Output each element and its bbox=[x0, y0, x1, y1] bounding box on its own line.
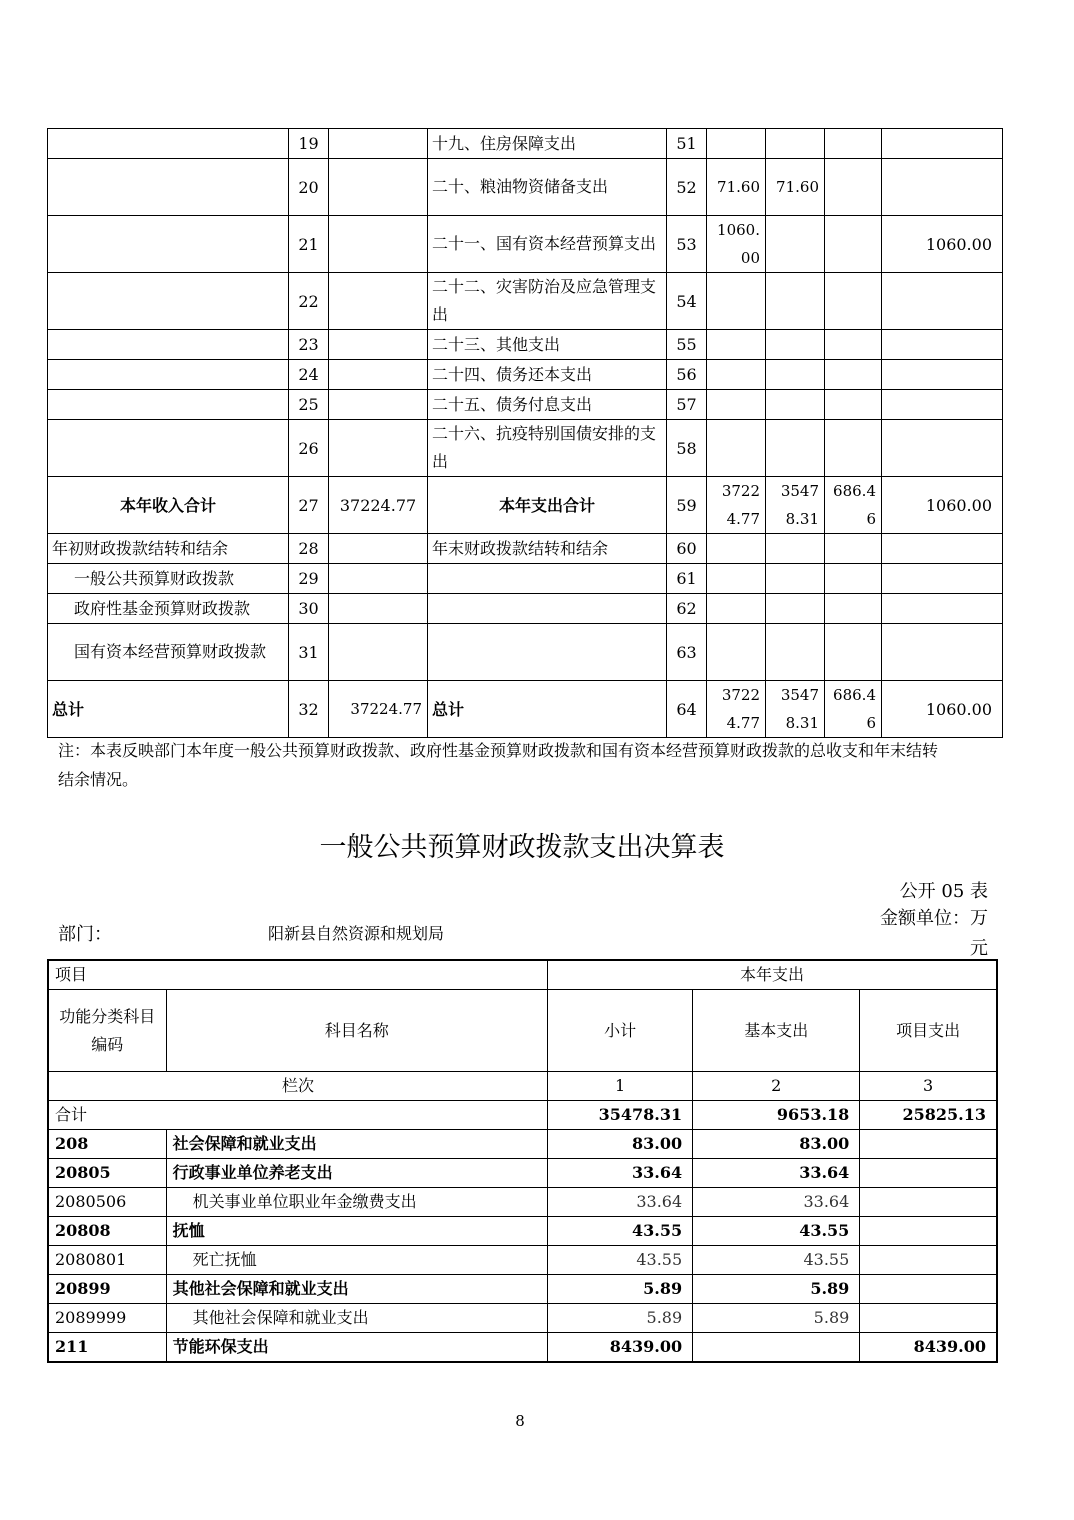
income-item: 一般公共预算财政拨款 bbox=[48, 564, 289, 594]
basic-expense: 43.55 bbox=[693, 1217, 860, 1246]
subtotal: 33.64 bbox=[548, 1159, 693, 1188]
expense-total bbox=[707, 420, 766, 477]
header-column-no: 栏次 bbox=[48, 1072, 548, 1101]
line-number: 22 bbox=[289, 273, 329, 330]
summary-row bbox=[48, 216, 1003, 273]
expense-line-number: 61 bbox=[667, 564, 707, 594]
summary-row bbox=[48, 273, 1003, 330]
subject-name: 机关事业单位职业年金缴费支出 bbox=[166, 1188, 547, 1217]
header-current-year: 本年支出 bbox=[548, 960, 998, 990]
header-row-1 bbox=[48, 960, 997, 990]
line-number: 31 bbox=[289, 624, 329, 681]
annual-total-row bbox=[48, 477, 1003, 534]
line-number: 28 bbox=[289, 534, 329, 564]
expense-line-number: 52 bbox=[667, 159, 707, 216]
income-item: 年初财政拨款结转和结余 bbox=[48, 534, 289, 564]
table-row bbox=[48, 1159, 997, 1188]
income-amount bbox=[329, 129, 428, 159]
summary-row bbox=[48, 390, 1003, 420]
expense-line-number: 51 bbox=[667, 129, 707, 159]
header-name: 科目名称 bbox=[166, 990, 547, 1072]
column-number-row bbox=[48, 1072, 997, 1101]
header-item: 项目支出 bbox=[860, 990, 997, 1072]
expense-amount bbox=[707, 564, 766, 594]
expense-fund: 686.46 bbox=[825, 477, 882, 534]
expense-item: 二十四、债务还本支出 bbox=[428, 360, 667, 390]
expense-general bbox=[766, 129, 825, 159]
summary-row bbox=[48, 330, 1003, 360]
income-item-cell bbox=[48, 273, 289, 330]
form-number: 公开 05 表 bbox=[899, 881, 988, 902]
line-number: 30 bbox=[289, 594, 329, 624]
expense-state-capital bbox=[882, 159, 1003, 216]
line-number: 20 bbox=[289, 159, 329, 216]
expense-general: 35478.31 bbox=[766, 681, 825, 738]
income-amount bbox=[329, 159, 428, 216]
income-amount bbox=[329, 360, 428, 390]
expense-line-number: 62 bbox=[667, 594, 707, 624]
expense-fund bbox=[825, 129, 882, 159]
subtotal: 83.00 bbox=[548, 1130, 693, 1159]
income-item-cell bbox=[48, 330, 289, 360]
expense-item: 二十、粮油物资储备支出 bbox=[428, 159, 667, 216]
expense-amount bbox=[707, 534, 766, 564]
income-item-cell bbox=[48, 420, 289, 477]
expense-amount bbox=[707, 624, 766, 681]
expense-line-number: 63 bbox=[667, 624, 707, 681]
header-code: 功能分类科目编码 bbox=[48, 990, 166, 1072]
expense-label: 本年支出合计 bbox=[428, 477, 667, 534]
income-amount: 37224.77 bbox=[329, 681, 428, 738]
expense-total bbox=[707, 129, 766, 159]
income-amount bbox=[329, 564, 428, 594]
expense-line-number: 58 bbox=[667, 420, 707, 477]
expense-amount bbox=[766, 564, 825, 594]
total-label: 合计 bbox=[48, 1101, 548, 1130]
expense-total bbox=[707, 273, 766, 330]
income-amount bbox=[329, 390, 428, 420]
expense-line-number: 57 bbox=[667, 390, 707, 420]
basic-expense: 83.00 bbox=[693, 1130, 860, 1159]
function-code: 211 bbox=[48, 1333, 166, 1363]
function-code: 2089999 bbox=[48, 1304, 166, 1333]
income-item-cell bbox=[48, 129, 289, 159]
expenditure-rows bbox=[48, 1130, 997, 1363]
expense-state-capital bbox=[882, 273, 1003, 330]
expense-state-capital: 1060.00 bbox=[882, 477, 1003, 534]
expense-fund bbox=[825, 360, 882, 390]
line-number: 32 bbox=[289, 681, 329, 738]
balance-row bbox=[48, 534, 1003, 564]
income-amount bbox=[329, 330, 428, 360]
income-item-cell bbox=[48, 216, 289, 273]
expense-general bbox=[766, 360, 825, 390]
expense-amount bbox=[766, 594, 825, 624]
expense-item: 年末财政拨款结转和结余 bbox=[428, 534, 667, 564]
header-basic: 基本支出 bbox=[693, 990, 860, 1072]
page-number: 8 bbox=[515, 1412, 525, 1430]
income-amount bbox=[329, 534, 428, 564]
income-amount: 37224.77 bbox=[329, 477, 428, 534]
total-subtotal: 35478.31 bbox=[548, 1101, 693, 1130]
basic-expense bbox=[693, 1333, 860, 1363]
page-title: 一般公共预算财政拨款支出决算表 bbox=[319, 832, 725, 863]
expense-state-capital bbox=[882, 330, 1003, 360]
table-row bbox=[48, 1304, 997, 1333]
income-item: 政府性基金预算财政拨款 bbox=[48, 594, 289, 624]
expense-total: 1060.00 bbox=[707, 216, 766, 273]
balance-row bbox=[48, 594, 1003, 624]
expense-item: 二十六、抗疫特别国债安排的支出 bbox=[428, 420, 667, 477]
expense-item bbox=[428, 594, 667, 624]
header-project: 项目 bbox=[48, 960, 548, 990]
table-row bbox=[48, 1275, 997, 1304]
function-code: 208 bbox=[48, 1130, 166, 1159]
expense-amount bbox=[825, 594, 882, 624]
line-number: 29 bbox=[289, 564, 329, 594]
expense-amount bbox=[825, 534, 882, 564]
basic-expense: 43.55 bbox=[693, 1246, 860, 1275]
summary-row bbox=[48, 129, 1003, 159]
top-table-body bbox=[48, 129, 1003, 738]
basic-expense: 33.64 bbox=[693, 1188, 860, 1217]
basic-expense: 33.64 bbox=[693, 1159, 860, 1188]
expense-general bbox=[766, 420, 825, 477]
income-amount bbox=[329, 624, 428, 681]
function-code: 2080801 bbox=[48, 1246, 166, 1275]
table-row bbox=[48, 1246, 997, 1275]
department-name: 阳新县自然资源和规划局 bbox=[268, 924, 445, 943]
function-code: 20899 bbox=[48, 1275, 166, 1304]
expense-state-capital: 1060.00 bbox=[882, 216, 1003, 273]
line-number: 25 bbox=[289, 390, 329, 420]
expense-state-capital bbox=[882, 390, 1003, 420]
income-item-cell bbox=[48, 390, 289, 420]
subject-name: 节能环保支出 bbox=[166, 1333, 547, 1363]
subject-name: 其他社会保障和就业支出 bbox=[166, 1304, 547, 1333]
expense-label: 总计 bbox=[428, 681, 667, 738]
subtotal: 43.55 bbox=[548, 1246, 693, 1275]
budget-summary-table-continued bbox=[47, 128, 1003, 738]
project-expense bbox=[860, 1188, 997, 1217]
expense-general bbox=[766, 273, 825, 330]
income-label: 总计 bbox=[48, 681, 289, 738]
income-item-cell bbox=[48, 360, 289, 390]
balance-row bbox=[48, 624, 1003, 681]
expense-line-number: 59 bbox=[667, 477, 707, 534]
table-row bbox=[48, 1130, 997, 1159]
expense-fund bbox=[825, 420, 882, 477]
line-number: 24 bbox=[289, 360, 329, 390]
subject-name: 社会保障和就业支出 bbox=[166, 1130, 547, 1159]
expense-amount bbox=[882, 564, 1003, 594]
subtotal: 5.89 bbox=[548, 1304, 693, 1333]
expense-state-capital bbox=[882, 360, 1003, 390]
function-code: 20805 bbox=[48, 1159, 166, 1188]
summary-row bbox=[48, 159, 1003, 216]
income-amount bbox=[329, 420, 428, 477]
subject-name: 行政事业单位养老支出 bbox=[166, 1159, 547, 1188]
expense-line-number: 64 bbox=[667, 681, 707, 738]
function-code: 2080506 bbox=[48, 1188, 166, 1217]
expense-fund bbox=[825, 216, 882, 273]
expense-item: 二十五、债务付息支出 bbox=[428, 390, 667, 420]
expense-total: 37224.77 bbox=[707, 477, 766, 534]
expense-amount bbox=[766, 534, 825, 564]
col-no-3: 3 bbox=[860, 1072, 997, 1101]
expense-amount bbox=[825, 624, 882, 681]
expense-general bbox=[766, 330, 825, 360]
table-row bbox=[48, 1188, 997, 1217]
amount-unit: 金额单位：万元 bbox=[880, 908, 988, 959]
income-amount bbox=[329, 594, 428, 624]
expense-item bbox=[428, 564, 667, 594]
function-code: 20808 bbox=[48, 1217, 166, 1246]
expense-line-number: 55 bbox=[667, 330, 707, 360]
subject-name: 其他社会保障和就业支出 bbox=[166, 1275, 547, 1304]
expense-fund bbox=[825, 330, 882, 360]
line-number: 19 bbox=[289, 129, 329, 159]
project-expense bbox=[860, 1159, 997, 1188]
expense-item: 二十一、国有资本经营预算支出 bbox=[428, 216, 667, 273]
header-row-2 bbox=[48, 990, 997, 1072]
expense-state-capital bbox=[882, 129, 1003, 159]
income-item-cell bbox=[48, 159, 289, 216]
basic-expense: 5.89 bbox=[693, 1304, 860, 1333]
expense-state-capital: 1060.00 bbox=[882, 681, 1003, 738]
expense-item: 二十二、灾害防治及应急管理支出 bbox=[428, 273, 667, 330]
expense-amount bbox=[825, 564, 882, 594]
expense-amount bbox=[882, 624, 1003, 681]
basic-expense: 5.89 bbox=[693, 1275, 860, 1304]
header-subtotal: 小计 bbox=[548, 990, 693, 1072]
department-label: 部门： bbox=[58, 924, 112, 945]
subtotal: 8439.00 bbox=[548, 1333, 693, 1363]
expense-amount bbox=[707, 594, 766, 624]
expense-item bbox=[428, 624, 667, 681]
expense-total: 37224.77 bbox=[707, 681, 766, 738]
total-basic: 9653.18 bbox=[693, 1101, 860, 1130]
project-expense bbox=[860, 1246, 997, 1275]
expense-line-number: 56 bbox=[667, 360, 707, 390]
subtotal: 43.55 bbox=[548, 1217, 693, 1246]
expense-amount bbox=[882, 534, 1003, 564]
summary-row bbox=[48, 360, 1003, 390]
expense-amount bbox=[766, 624, 825, 681]
table-row bbox=[48, 1217, 997, 1246]
expense-total: 71.60 bbox=[707, 159, 766, 216]
expense-item: 十九、住房保障支出 bbox=[428, 129, 667, 159]
project-expense bbox=[860, 1304, 997, 1333]
expense-general: 71.60 bbox=[766, 159, 825, 216]
expense-general: 35478.31 bbox=[766, 477, 825, 534]
expense-total bbox=[707, 330, 766, 360]
expense-fund: 686.46 bbox=[825, 681, 882, 738]
total-item: 25825.13 bbox=[860, 1101, 997, 1130]
project-expense bbox=[860, 1217, 997, 1246]
expense-general bbox=[766, 390, 825, 420]
expense-line-number: 54 bbox=[667, 273, 707, 330]
income-item: 国有资本经营预算财政拨款 bbox=[48, 624, 289, 681]
total-row bbox=[48, 1101, 997, 1130]
project-expense: 8439.00 bbox=[860, 1333, 997, 1363]
expense-total bbox=[707, 390, 766, 420]
col-no-1: 1 bbox=[548, 1072, 693, 1101]
project-expense bbox=[860, 1130, 997, 1159]
summary-row bbox=[48, 420, 1003, 477]
expense-fund bbox=[825, 273, 882, 330]
expense-item: 二十三、其他支出 bbox=[428, 330, 667, 360]
expense-fund bbox=[825, 390, 882, 420]
project-expense bbox=[860, 1275, 997, 1304]
income-amount bbox=[329, 216, 428, 273]
expense-amount bbox=[882, 594, 1003, 624]
expense-line-number: 53 bbox=[667, 216, 707, 273]
subject-name: 抚恤 bbox=[166, 1217, 547, 1246]
expense-fund bbox=[825, 159, 882, 216]
expense-general bbox=[766, 216, 825, 273]
expense-total bbox=[707, 360, 766, 390]
balance-row bbox=[48, 564, 1003, 594]
table-note: 注：本表反映部门本年度一般公共预算财政拨款、政府性基金预算财政拨款和国有资本经营预算财政拨款的总收支和年末结转结余情况。 bbox=[58, 741, 939, 789]
line-number: 26 bbox=[289, 420, 329, 477]
line-number: 23 bbox=[289, 330, 329, 360]
table-row bbox=[48, 1333, 997, 1363]
income-amount bbox=[329, 273, 428, 330]
subtotal: 33.64 bbox=[548, 1188, 693, 1217]
expense-state-capital bbox=[882, 420, 1003, 477]
income-label: 本年收入合计 bbox=[48, 477, 289, 534]
col-no-2: 2 bbox=[693, 1072, 860, 1101]
grand-total-row bbox=[48, 681, 1003, 738]
subject-name: 死亡抚恤 bbox=[166, 1246, 547, 1275]
general-budget-expenditure-table bbox=[47, 959, 998, 1363]
expense-line-number: 60 bbox=[667, 534, 707, 564]
line-number: 27 bbox=[289, 477, 329, 534]
subtotal: 5.89 bbox=[548, 1275, 693, 1304]
line-number: 21 bbox=[289, 216, 329, 273]
